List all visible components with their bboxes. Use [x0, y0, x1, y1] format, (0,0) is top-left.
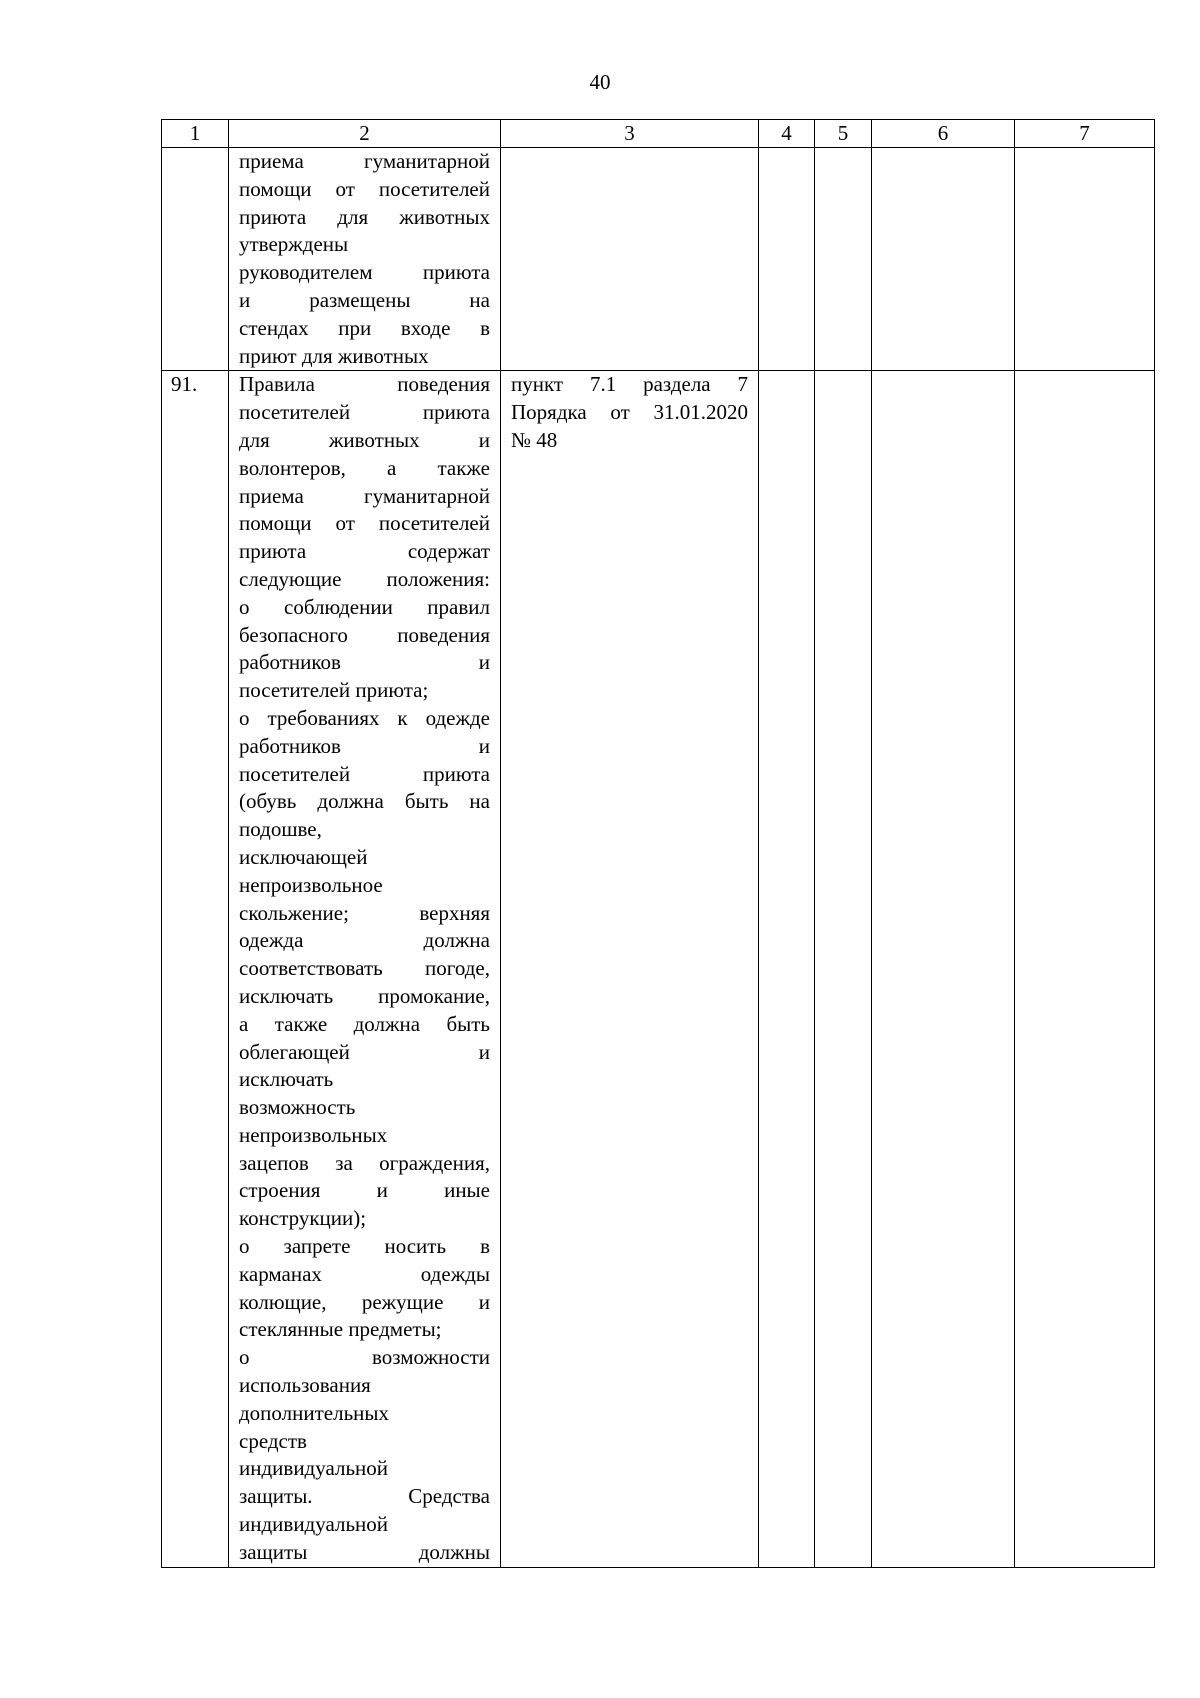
text-line: облегающей и [239, 1039, 490, 1064]
cell-col7-empty [1015, 148, 1155, 371]
text-line: колющие, режущие и [239, 1289, 490, 1314]
cell-col4-empty [759, 371, 815, 1567]
text-line: а также должна быть [239, 1011, 490, 1036]
text-line: защиты. Средства [239, 1484, 490, 1509]
text-line: приема гуманитарной [239, 149, 490, 173]
requirement-text-cell [229, 148, 501, 371]
column-header-6: 6 [872, 120, 1015, 148]
table-header-row [162, 120, 1155, 148]
text-line: о запрете носить в [239, 1234, 490, 1259]
column-header-3: 3 [501, 120, 759, 148]
text-line: волонтеров, а также [239, 455, 490, 480]
column-header-5: 5 [815, 120, 872, 148]
text-line: стендах при входе в [239, 315, 490, 340]
text-line: строения и иные [239, 1178, 490, 1203]
text-line: зацепов за ограждения, [239, 1150, 490, 1175]
text-line: Порядка от 31.01.2020 [511, 400, 748, 425]
text-line: (обувь должна быть на [239, 789, 490, 814]
cell-col5-empty [815, 371, 872, 1567]
text-line: посетителей приюта [239, 400, 490, 425]
text-line: стеклянные предметы; [239, 1317, 442, 1342]
text-line: возможность [239, 1095, 356, 1120]
text-line: защиты должны [239, 1539, 490, 1564]
text-line: следующие положения: [239, 566, 490, 591]
row-number-cell-empty [162, 148, 229, 371]
text-line: помощи от посетителей [239, 176, 490, 201]
text-line: исключающей [239, 844, 368, 869]
legal-reference-cell [501, 371, 759, 1567]
text-line: помощи от посетителей [239, 511, 490, 536]
text-line: средств [239, 1428, 307, 1453]
text-line: о требованиях к одежде [239, 705, 490, 730]
text-line: карманах одежды [239, 1261, 490, 1286]
text-line: исключать [239, 1067, 334, 1092]
text-line: приема гуманитарной [239, 483, 490, 508]
text-line: непроизвольных [239, 1122, 388, 1147]
text-line: утверждены [239, 232, 349, 257]
text-line: и размещены на [239, 287, 490, 312]
page-number: 40 [589, 70, 611, 94]
text-line: работников и [239, 733, 490, 758]
text-line: соответствовать погоде, [239, 956, 490, 981]
column-header-1: 1 [162, 120, 229, 148]
text-line: подошве, [239, 817, 322, 842]
text-line: посетителей приюта [239, 761, 490, 786]
text-line: № 48 [511, 427, 558, 452]
text-line: руководителем приюта [239, 260, 490, 285]
text-line: индивидуальной [239, 1456, 388, 1481]
table-row-91 [162, 371, 1155, 1567]
text-line: Правила поведения [239, 372, 490, 397]
text-line: дополнительных [239, 1400, 390, 1425]
text-line: посетителей приюта; [239, 678, 429, 703]
legal-reference-cell-empty [501, 148, 759, 371]
text-line: одежда должна [239, 928, 490, 953]
row-number-cell: 91. [162, 371, 229, 1567]
text-line: конструкции); [239, 1206, 367, 1231]
text-line: пункт 7.1 раздела 7 [511, 372, 748, 397]
column-header-4: 4 [759, 120, 815, 148]
cell-col5-empty [815, 148, 872, 371]
column-header-7: 7 [1015, 120, 1155, 148]
column-header-2: 2 [229, 120, 501, 148]
requirements-table [161, 119, 1155, 1568]
table-row-continuation [162, 148, 1155, 371]
text-line: для животных и [239, 427, 490, 452]
text-line: работников и [239, 650, 490, 675]
text-line: безопасного поведения [239, 622, 490, 647]
text-line: приюта для животных [239, 204, 490, 229]
text-line: непроизвольное [239, 872, 383, 897]
text-line: исключать промокание, [239, 983, 490, 1008]
cell-col7-empty [1015, 371, 1155, 1567]
cell-col6-empty [872, 371, 1015, 1567]
text-line: о соблюдении правил [239, 594, 490, 619]
requirement-text-cell [229, 371, 501, 1567]
text-line: о возможности [239, 1345, 490, 1370]
text-line: приюта содержат [239, 539, 490, 564]
text-line: индивидуальной [239, 1512, 388, 1537]
text-line: использования [239, 1373, 371, 1398]
cell-col6-empty [872, 148, 1015, 371]
text-line: приют для животных [239, 343, 429, 368]
text-line: скольжение; верхняя [239, 900, 490, 925]
cell-col4-empty [759, 148, 815, 371]
